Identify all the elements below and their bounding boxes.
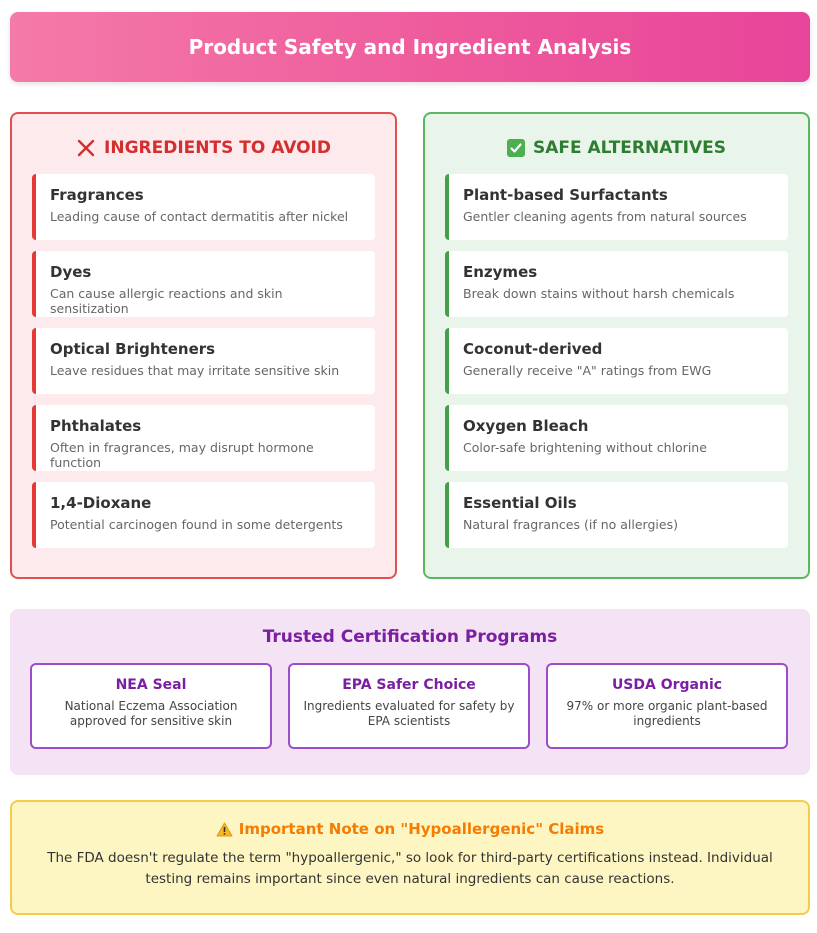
certification-cards: [30, 663, 790, 749]
avoid-item-name: Fragrances: [50, 186, 144, 204]
safe-item: [445, 405, 788, 471]
hypoallergenic-note: [10, 800, 810, 915]
avoid-item: [32, 482, 375, 548]
safe-item: [445, 328, 788, 394]
avoid-item-desc: Leading cause of contact dermatitis after nickel: [50, 209, 349, 224]
avoid-item: [32, 251, 375, 317]
safe-item: [445, 251, 788, 317]
certification-card: [288, 663, 530, 749]
certification-programs-section: [10, 609, 810, 775]
certification-desc: Ingredients evaluated for safety by EPA scientists: [303, 699, 515, 728]
safe-alternatives-panel: [423, 112, 810, 579]
certification-title: Trusted Certification Programs: [262, 627, 558, 647]
page-title: Product Safety and Ingredient Analysis: [188, 35, 632, 59]
safe-item-desc: Break down stains without harsh chemicals: [463, 286, 735, 301]
avoid-item-name: 1,4-Dioxane: [50, 494, 152, 512]
safe-item-name: Oxygen Bleach: [463, 417, 589, 435]
page-header: [10, 12, 810, 82]
certification-name: EPA Safer Choice: [342, 677, 476, 693]
safe-item-name: Plant-based Surfactants: [463, 186, 668, 204]
avoid-item-desc: Potential carcinogen found in some detergents: [50, 517, 343, 532]
safe-item-desc: Generally receive "A" ratings from EWG: [463, 363, 712, 378]
note-text: The FDA doesn't regulate the term "hypoallergenic," so look for third-party certifications instead. Individual testing remains important since even natural ingredients can cause reactions.: [47, 850, 773, 887]
avoid-item: [32, 405, 375, 471]
check-mark-icon: [507, 139, 525, 157]
certification-name: NEA Seal: [115, 677, 187, 693]
avoid-item-name: Dyes: [50, 263, 92, 281]
safe-item-name: Enzymes: [463, 263, 538, 281]
avoid-item-desc: Often in fragrances, may disrupt hormone function: [50, 440, 314, 470]
certification-desc: 97% or more organic plant-based ingredients: [566, 699, 768, 728]
avoid-item-desc: Leave residues that may irritate sensitive skin: [50, 363, 340, 378]
safe-panel-heading: [445, 134, 788, 162]
avoid-item-name: Phthalates: [50, 417, 142, 435]
avoid-item: [32, 328, 375, 394]
avoid-item: [32, 174, 375, 240]
safe-item-desc: Color-safe brightening without chlorine: [463, 440, 707, 455]
note-title: Important Note on "Hypoallergenic" Claims: [238, 820, 605, 838]
safe-item: [445, 482, 788, 548]
avoid-item-name: Optical Brighteners: [50, 340, 216, 358]
certification-name: USDA Organic: [611, 677, 723, 693]
avoid-panel-heading: [32, 134, 375, 162]
safe-item: [445, 174, 788, 240]
avoid-panel-title: INGREDIENTS TO AVOID: [104, 138, 331, 158]
certification-card: [30, 663, 272, 749]
warning-icon: [216, 822, 233, 837]
safe-item-desc: Natural fragrances (if no allergies): [463, 517, 678, 532]
note-heading: [32, 820, 788, 838]
certification-desc: National Eczema Association approved for sensitive skin: [64, 699, 238, 728]
ingredients-to-avoid-panel: [10, 112, 397, 579]
safe-item-name: Coconut-derived: [463, 340, 603, 358]
certification-card: [546, 663, 788, 749]
safe-item-name: Essential Oils: [463, 494, 577, 512]
avoid-item-desc: Can cause allergic reactions and skin sensitization: [50, 286, 283, 316]
cross-icon: [76, 138, 96, 158]
safe-item-desc: Gentler cleaning agents from natural sources: [463, 209, 747, 224]
safe-panel-title: SAFE ALTERNATIVES: [532, 138, 727, 158]
